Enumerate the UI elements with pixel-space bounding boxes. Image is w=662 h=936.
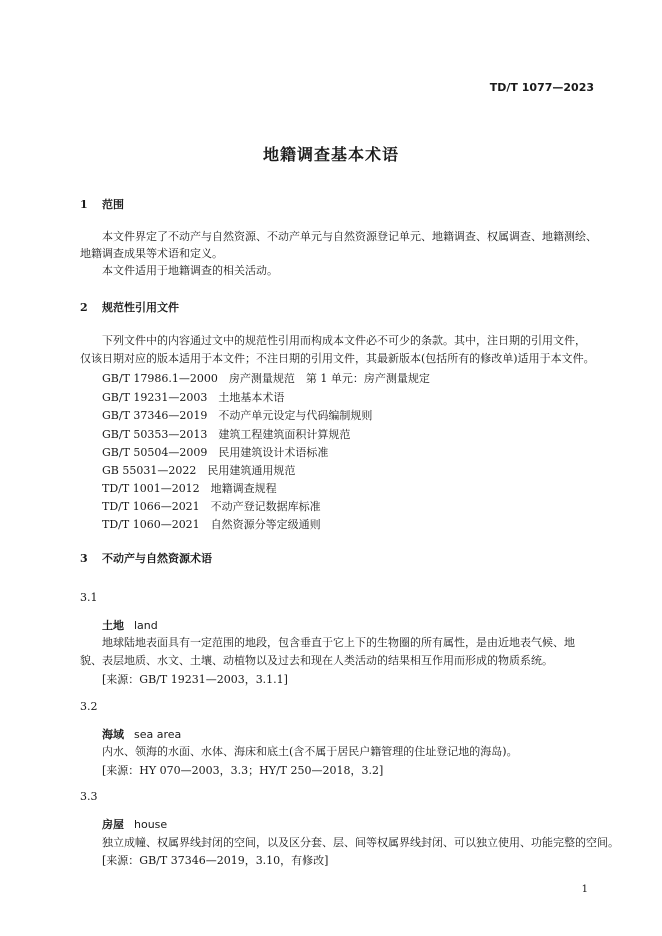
term-source: [来源：GB/T 19231—2003，3.1.1]: [102, 673, 288, 686]
section-number: 2: [80, 301, 88, 314]
term-source: [来源：GB/T 37346—2019，3.10，有修改]: [102, 854, 329, 867]
page-number: 1: [581, 884, 588, 895]
section-2-heading: [80, 299, 179, 315]
section-title: 不动产与自然资源术语: [102, 552, 212, 565]
term-zh: 房屋: [102, 818, 124, 831]
term-definition-line-2: 貌、表层地质、水文、土壤、动植物以及过去和现在人类活动的结果相互作用而形成的物质系统。: [80, 654, 553, 667]
document-title: 地籍调查基本术语: [262, 145, 399, 164]
term-number: 3.3: [80, 790, 98, 803]
term-source: [来源：HY 070—2003，3.3；HY/T 250—2018，3.2]: [102, 764, 384, 777]
term-number: 3.1: [80, 591, 98, 604]
reference-item: GB/T 50353—2013 建筑工程建筑面积计算规范: [102, 428, 351, 441]
term-zh: 土地: [102, 619, 124, 632]
scope-paragraph-line-2: 地籍调查成果等术语和定义。: [80, 247, 223, 260]
reference-item: GB/T 19231—2003 土地基本术语: [102, 391, 285, 404]
reference-item: TD/T 1066—2021 不动产登记数据库标准: [102, 500, 321, 513]
term-en: land: [134, 619, 158, 632]
term-heading: [102, 816, 167, 832]
term-definition-line-1: 地球陆地表面具有一定范围的地段，包含垂直于它上下的生物圈的所有属性，是由近地表气候、地: [102, 636, 575, 649]
term-en: house: [134, 818, 168, 831]
reference-item: GB/T 17986.1—2000 房产测量规范 第 1 单元：房产测量规定: [102, 372, 430, 385]
reference-item: GB 55031—2022 民用建筑通用规范: [102, 464, 296, 477]
section-title: 规范性引用文件: [102, 301, 179, 314]
section-number: 1: [80, 198, 88, 211]
references-intro-line-2: 仅该日期对应的版本适用于本文件；不注日期的引用文件，其最新版本(包括所有的修改单)适用于本文件。: [80, 352, 595, 365]
term-number: 3.2: [80, 700, 98, 713]
section-3-heading: [80, 550, 212, 566]
section-number: 3: [80, 552, 88, 565]
section-title: 范围: [102, 198, 124, 211]
term-definition-line-1: 内水、领海的水面、水体、海床和底土(含不属于居民户籍管理的住址登记地的海岛)。: [102, 745, 518, 758]
term-heading: [102, 726, 181, 742]
scope-paragraph-2: 本文件适用于地籍调查的相关活动。: [102, 264, 278, 277]
term-en: sea area: [134, 728, 182, 741]
reference-item: GB/T 50504—2009 民用建筑设计术语标准: [102, 446, 329, 459]
reference-item: TD/T 1001—2012 地籍调查规程: [102, 482, 277, 495]
document-code: TD/T 1077—2023: [489, 81, 594, 94]
section-1-heading: [80, 196, 124, 212]
references-intro-line-1: 下列文件中的内容通过文中的规范性引用而构成本文件必不可少的条款。其中，注日期的引用文件，: [102, 334, 586, 347]
term-heading: [102, 617, 158, 633]
scope-paragraph-line-1: 本文件界定了不动产与自然资源、不动产单元与自然资源登记单元、地籍调查、权属调查、地籍测绘、: [102, 230, 597, 243]
reference-item: GB/T 37346—2019 不动产单元设定与代码编制规则: [102, 409, 373, 422]
term-zh: 海域: [102, 728, 124, 741]
term-definition-line-1: 独立成幢、权属界线封闭的空间，以及区分套、层、间等权属界线封闭、可以独立使用、功能完整的空间。: [102, 836, 619, 849]
reference-item: TD/T 1060—2021 自然资源分等定级通则: [102, 518, 321, 531]
